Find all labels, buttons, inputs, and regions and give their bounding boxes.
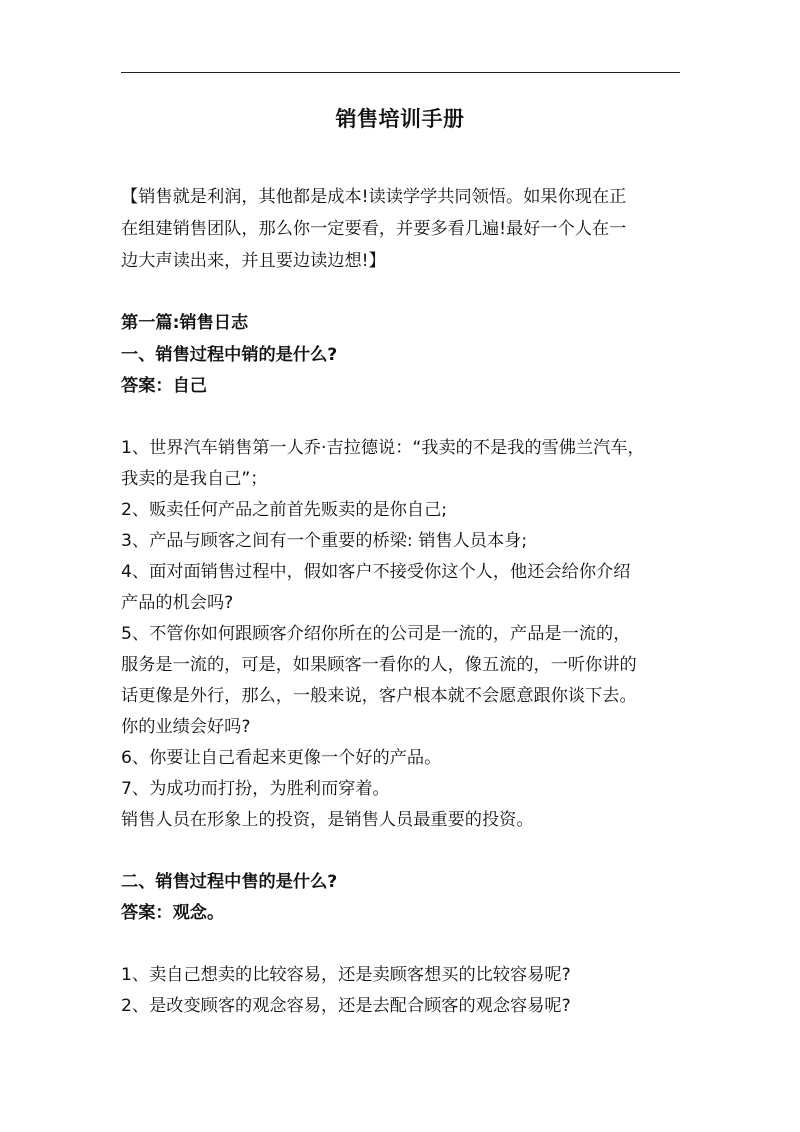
section-question: 二、销售过程中售的是什么? — [121, 872, 338, 892]
body-line: 话更像是外行，那么，一般来说，客户根本就不会愿意跟你谈下去。 — [121, 686, 637, 706]
body-line: 3、产品与顾客之间有一个重要的桥梁: 销售人员本身; — [121, 531, 528, 551]
section-question: 一、销售过程中销的是什么? — [121, 345, 338, 365]
document-title: 销售培训手册 — [335, 107, 465, 131]
chapter-heading: 第一篇:销售日志 — [121, 313, 249, 333]
intro-line: 在组建销售团队，那么你一定要看，并要多看几遍!最好一个人在一 — [121, 219, 627, 239]
body-line: 5、不管你如何跟顾客介绍你所在的公司是一流的，产品是一流的， — [121, 624, 631, 644]
body-line: 2、是改变顾客的观念容易，还是去配合顾客的观念容易呢? — [121, 996, 571, 1016]
body-line: 我卖的是我自己”； — [121, 469, 268, 489]
body-line: 6、你要让自己看起来更像一个好的产品。 — [121, 748, 442, 768]
body-line: 7、为成功而打扮，为胜利而穿着。 — [121, 779, 390, 799]
section-answer: 答案：自己 — [121, 376, 207, 396]
body-line: 产品的机会吗? — [121, 593, 234, 613]
body-line: 1、世界汽车销售第一人乔·吉拉德说：“我卖的不是我的雪佛兰汽车， — [121, 438, 645, 458]
body-line: 2、贩卖任何产品之前首先贩卖的是你自己; — [121, 500, 448, 520]
intro-line: 边大声读出来，并且要边读边想!】 — [121, 251, 386, 271]
body-line: 1、卖自己想卖的比较容易，还是卖顾客想买的比较容易呢? — [121, 965, 571, 985]
top-rule — [121, 72, 680, 73]
section-answer: 答案：观念。 — [121, 903, 225, 923]
body-line: 你的业绩会好吗? — [121, 717, 251, 737]
intro-line: 【销售就是利润，其他都是成本!读读学学共同领悟。如果你现在正 — [121, 187, 627, 207]
body-line: 4、面对面销售过程中，假如客户不接受你这个人，他还会给你介绍 — [121, 562, 631, 582]
body-line: 服务是一流的，可是，如果顾客一看你的人，像五流的，一听你讲的 — [121, 655, 637, 675]
body-line: 销售人员在形象上的投资，是销售人员最重要的投资。 — [121, 810, 534, 830]
